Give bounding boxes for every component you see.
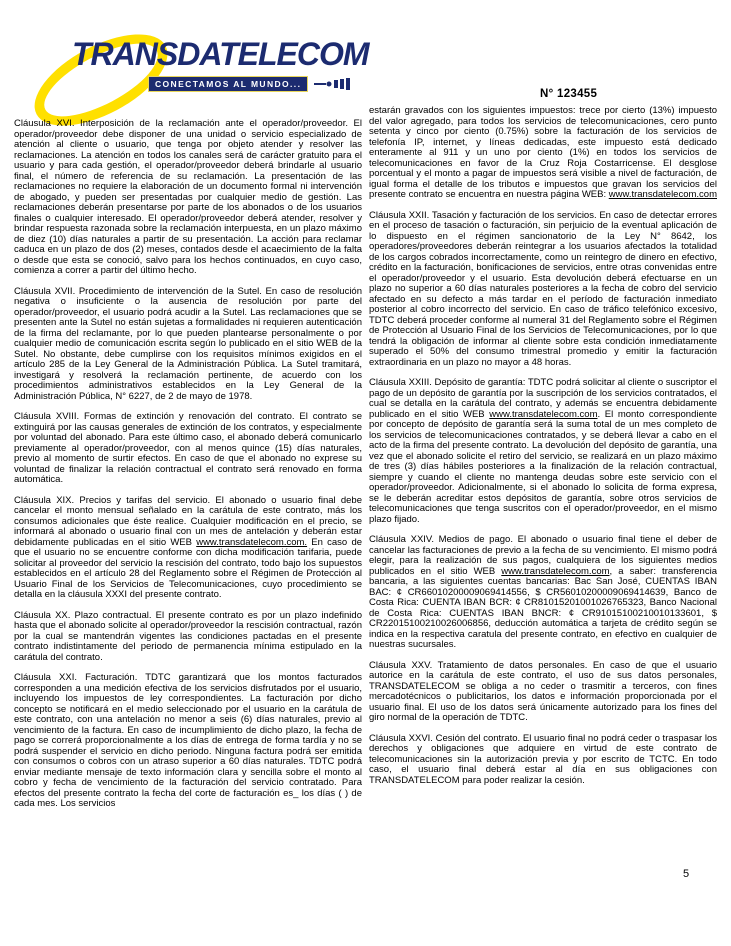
clause-xviii-paragraph (14, 412, 362, 486)
clause-text: Cláusula XVII. Procedimiento de intervención de la Sutel. En caso de resolución negativa o insuficiente o la ausencia de resolución por parte del operador/proveedor, el usuario podrá acudir a la Sutel. Las reclamaciones que se presenten ante la Sutel no están sujetas a formalidades ni requieren autenticación de la firma del reclamante, por lo que pueden plantearse personalmente o por cualquier medio de comunicación escrita según lo publicado en el sitio WEB de la Sutel. No obstante, debe cumplirse con los requisitos mínimos exigidos en el artículo 285 de la Ley General de la Administración Pública. La Sutel tramitará, investigará y resolverá la reclamación pertinente, de acuerdo con los procedimientos administrativos establecidos en la Ley General de la Administración Pública, N° 6227, de 2 de mayo de 1978. (14, 285, 362, 402)
clause-xx-paragraph (14, 611, 362, 664)
clause-text: Cláusula XXIV. Medios de pago. El abonado o usuario final tiene el deber de cancelar las facturaciones de previo a la fecha de su vencimiento. El mismo podrá elegir, para la realización de sus pagos, cualquiera de los siguientes medios publicados en el sitio WEB (369, 534, 717, 577)
clause-text: Cláusula XVI. Interposición de la reclamación ante el operador/proveedor. El operador/proveedor debe disponer de una unidad o servicio especializado de atención al cliente o usuario, que tenga por objeto atender y resolver las reclamaciones. La atención en todos los canales será de carácter gratuito para el usuario y para cada gestión, el operador/proveedor deberá brindarle al usuario final, el número de referencia de su reclamación. La presentación de las reclamaciones no requiere la elaboración de un documento formal ni intervención de abogado, y pueden ser presentadas por cualquier medio de gestión. Las reclamaciones deberán presentarse por parte de los abonados o de los usuarios finales o cualquier interesado. El operador/proveedor deberá atender, resolver y brindar respuesta razonada sobre la reclamación interpuesta, en un plazo máximo de diez (10) días naturales a partir de su presentación. La acción para reclamar caduca en un plazo de dos (2) meses, contados desde el acaecimiento de la falta o desde que esta se conoció, salvo para los hechos continuados, en cuyo caso, comienza a correr a partir del último hecho. (14, 118, 362, 276)
clause-text: Cláusula XIX. Precios y tarifas del servicio. El abonado o usuario final debe cancelar el monto mensual señalado en la carátula de este contrato, más los consumos adicionales que éste realice. Cualquier modificación en el precio, se informará al abonado o usuario final con un mes de antelación y deberán estar debidamente publicadas en el sitio WEB (14, 494, 362, 548)
clause-text: Cláusula XXI. Facturación. TDTC garantizará que los montos facturados corresponden a una medición efectiva de los servicios disfrutados por el usuario, incluyendo los impuestos de ley correspondientes. La facturación por dicho concepto se notificará en el medio seleccionado por el usuario en la carátula de este contrato, con una antelación no menor a seis (6) días naturales, previo al vencimiento de la factura. En caso de incumplimiento de dicho plazo, la fecha de pago se correrá proporcionalmente a los días de entrega de forma tardía y no se podrá suspender el servicio en dicho periodo. Ninguna factura podrá ser emitida con consumos o cobros con un atraso superior a 60 días naturales. TDTC podrá enviar mediante mensaje de texto información clara y sencilla sobre el monto al cobro y fecha de vencimiento de la facturación del servicio contratado. Para efectos del presente contrato la fecha del corte de facturación es_ los días ( ) de cada mes. Los servicios (14, 672, 362, 809)
link-transdatelecom[interactable]: www.transdatelecom.com (608, 189, 717, 200)
logo-tagline: CONECTAMOS AL MUNDO... (148, 76, 308, 92)
clause-xix-paragraph (14, 496, 362, 601)
clause-text: Cláusula XXVI. Cesión del contrato. El usuario final no podrá ceder o traspasar los derechos y obligaciones que adquiere en virtud de este contrato de telecomunicaciones sin la autorización previa y por escrito de TCTC. En todo caso, el usuario final deberá estar al día en sus obligaciones con TRANSDATELECOM para poder realizar la cesión. (369, 732, 717, 786)
clause-xvii-paragraph (14, 287, 362, 403)
clause-xxiii-paragraph (369, 378, 717, 525)
clause-text: Cláusula XXV. Tratamiento de datos personales. En caso de que el usuario autorice en la carátula de este contrato, el uso de sus datos personales, TRANSDATELECOM se obliga a no ceder o trasmitir a terceros, con fines mercadotécnicos o publicitarios, los datos e información proporcionada por el usuario final. El uso de los datos será únicamente autorizado para los fines del giro normal de la operación de TDTC. (369, 659, 717, 723)
link-transdatelecom[interactable]: www.transdatelecom.com (501, 565, 610, 577)
right-column (369, 106, 717, 820)
clause-xxv-paragraph (369, 661, 717, 724)
left-column (14, 106, 362, 820)
clause-text: Cláusula XXIII. Depósito de garantía: TDTC podrá solicitar al cliente o suscriptor el pago de un depósito de garantía por la suscripción de los servicios contratados, el cual se detalla en la carátula del contrato, y además se encuentra debidamente publicado en el sitio WEB (369, 377, 717, 420)
page-number: 5 (683, 868, 690, 880)
clause-text: , a saber: transferencia bancaria, a las siguientes cuentas bancarias: Bac San José, CUENTAS IBAN BAC: ¢ CR66010200009069414556, $ CR56010200009069414639, Banco de Costa Rica: CUENTA IBAN BCR: ¢ CR81015201001026765323, Banco Nacional de Costa Rica: CUENTAS IBAN BNCR: ¢ CR91015100210010133601, $ CR22015100210026006856, deducción automática a tarjeta de crédito según se indica en la respectiva caratula del presente contrato, en efectivo en cualquier de nuestras sucursales. (369, 565, 717, 650)
link-transdatelecom[interactable]: www.transdatelecom.com. (196, 536, 308, 548)
contract-number: N° 123455 (540, 88, 598, 100)
clause-xxi-paragraph (14, 673, 362, 810)
clause-xvi-paragraph (14, 119, 362, 277)
contract-body (14, 106, 717, 820)
clause-xxiv-paragraph (369, 535, 717, 651)
clause-text: estarán gravados con los siguientes impuestos: trece por cierto (13%) impuesto del valor agregado, para todos los servicios de telecomunicaciones, cero punto setenta y cinco por ciento (0.75%) sobre la facturación de los servicios de telefonía IP, internet, y líneas dedicadas, este impuesto está dedicado enteramente al 911 y un uno por ciento (1%) en todos los servicios de telecomunicaciones en favor de la Cruz Roja Costarricense. El desglose porcentual y el monto a pagar de impuestos será visible a nivel de facturación, de igual forma el detalle de los tributos e impuestos que gravan los servicios del presente contrato se encuentra en nuestra página WEB: (369, 105, 717, 200)
logo-wordmark: TRANSDATELECOM (72, 36, 369, 72)
taxes-continuation-paragraph (369, 106, 717, 201)
company-logo (28, 30, 369, 112)
logo-tagline-row (148, 76, 354, 92)
clause-xxii-paragraph (369, 211, 717, 369)
clause-text: En caso de que el usuario no se encuentre conforme con dicha modificación tarifaria, puede solicitar al proveedor del servicio la rescisión del contrato, todo bajo los supuestos establecidos en el artículo 28 del Reglamento sobre el Régimen de Protección al Usuario Final de los Servicios de Telecomunicaciones, cuyo procedimiento se detalla en la cláusula XXXI del presente contrato. (14, 536, 363, 600)
clause-text: . El monto correspondiente por concepto de depósito de garantía será la suma total de un mes completo de los servicios de telecomunicaciones contratados, y se deberá llevar a cabo en el acto de la firma del presente contrato. La devolución del depósito de garantía, una vez que el abonado solicite el retiro del servicio, se realizará en un plazo máximo de tres (3) días hábiles posteriores a la finalización de la relación contractual, siempre y cuando el cliente no mantenga deudas sobre este servicio con el operador/proveedor. Adicionalmente, si el abonado lo solicita de forma expresa, se le deberán acreditar estos depósitos de garantía, sobre otros servicios de telecomunicaciones que tenga suscritos con el operador/proveedor, en el mismo plazo fijado. (369, 408, 717, 525)
clause-xxvi-paragraph (369, 734, 717, 787)
link-transdatelecom[interactable]: www.transdatelecom.com (489, 408, 598, 420)
plug-icon (314, 77, 354, 91)
clause-text: Cláusula XXII. Tasación y facturación de los servicios. En caso de detectar errores en el proceso de tasación o facturación, sin perjuicio de la eventual aplicación de lo dispuesto en el régimen sancionatorio de la Ley N° 8642, los operadores/proveedores deberán reintegrar a los usuarios afectados la totalidad de los cargos cobrados incorrectamente, como un reintegro de dinero en efectivo, crédito en la facturación, bonificaciones de servicios, entre otras convenidas entre el operador/proveedor y el usuario. Esta devolución deberá efectuarse en un plazo no superior a 60 días naturales posteriores a la fecha de cobro del servicio afectado en su defecto a más tardar en el período de facturación inmediato posterior al cobro incorrecto del servicio. En caso de tráfico telefónico excesivo, TDTC deberá proceder conforme al numeral 31 del Reglamento sobre el Régimen de Protección al Usuario Final de los Servicios de Telecomunicaciones, por lo que tendrá la obligación de informar al cliente sobre esta condición inmediatamente superado el 50% del consumo trimestral promedio y emitir la facturación extraordinaria en un plazo no mayor a 48 horas. (369, 209, 717, 368)
clause-text: Cláusula XX. Plazo contractual. El presente contrato es por un plazo indefinido hasta que el abonado solicite al operador/proveedor la rescisión contractual, razón por la cual se mantendrán vigentes las condiciones pactadas en el presente contrato indistintamente del periodo de permanencia mínima estipulado en la carátula del contrato. (14, 609, 362, 663)
clause-text: Cláusula XVIII. Formas de extinción y renovación del contrato. El contrato se extinguirá por las causas generales de extinción de los contratos, y especialmente por voluntad del abonado. Para este último caso, el abonado deberá comunicarlo previamente al operador/proveedor, con al menos quince (15) días naturales, previo al momento de surtir efectos. En caso de que el abonado no exprese su voluntad de finalizar la relación contractual el contrato será renovado en forma automática. (14, 411, 362, 485)
